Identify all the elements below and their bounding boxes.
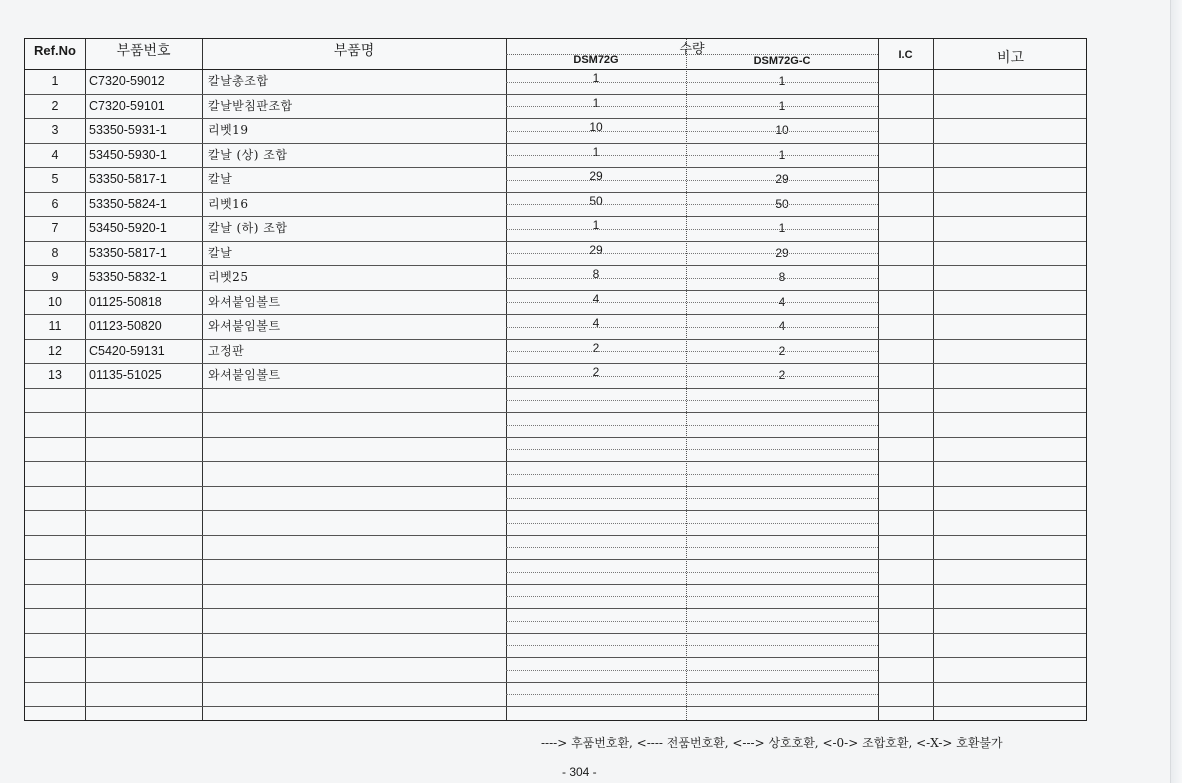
qty-dsm72g-c-cell: 8 (778, 270, 786, 284)
row-divider (25, 241, 1086, 242)
part-number-cell: C5420-59131 (89, 343, 165, 358)
quantity-guide-line (506, 229, 878, 230)
part-number-cell: 01125-50818 (89, 294, 162, 309)
quantity-guide-line (506, 155, 878, 156)
row-divider (25, 412, 1086, 413)
quantity-guide-line (506, 106, 878, 107)
ref-no-cell: 5 (51, 172, 59, 186)
quantity-guide-line (506, 645, 878, 646)
header-part-name: 부품명 (333, 43, 375, 59)
part-number-cell: 53350-5817-1 (89, 245, 167, 260)
qty-dsm72g-c-cell: 1 (778, 74, 786, 88)
part-name-cell: 와셔붙임볼트 (208, 368, 281, 382)
row-divider (25, 657, 1086, 658)
ref-no-cell: 13 (48, 368, 62, 382)
interchangeability-legend: ----> 후품번호환, <---- 전품번호환, <---> 상호호환, <-0-> 조합호환, <-X-> 호환불가 (541, 736, 1003, 750)
qty-dsm72g-cell: 29 (589, 242, 603, 257)
quantity-guide-line (506, 523, 878, 524)
qty-dsm72g-cell: 2 (592, 340, 600, 355)
quantity-guide-line (506, 670, 878, 671)
part-number-cell: 53450-5920-1 (89, 221, 167, 235)
qty-dsm72g-cell: 4 (592, 291, 600, 306)
quantity-guide-line (506, 449, 878, 450)
part-number-cell: 53350-5824-1 (89, 196, 167, 211)
row-divider (25, 633, 1086, 634)
ref-no-cell: 3 (51, 123, 59, 137)
qty-dsm72g-c-cell: 1 (778, 221, 786, 235)
quantity-guide-line (506, 572, 878, 573)
row-divider (25, 706, 1086, 707)
quantity-guide-line (506, 131, 878, 132)
row-divider (25, 584, 1086, 585)
qty-dsm72g-c-cell: 2 (778, 343, 786, 358)
col-divider (933, 39, 934, 720)
quantity-guide-line (506, 547, 878, 548)
part-number-cell: C7320-59101 (89, 98, 165, 113)
quantity-guide-line (506, 621, 878, 622)
part-name-cell: 리벳16 (208, 196, 249, 211)
quantity-guide-line (506, 253, 878, 254)
ref-no-cell: 9 (51, 270, 59, 284)
ref-no-cell: 12 (48, 343, 62, 358)
row-divider (25, 339, 1086, 340)
quantity-guide-line (506, 302, 878, 303)
header-model-dsm72g: DSM72G (573, 54, 619, 66)
qty-dsm72g-cell: 10 (589, 120, 603, 134)
ref-no-cell: 4 (51, 147, 59, 162)
part-name-cell: 칼날받침판조합 (208, 98, 293, 113)
quantity-guide-line (506, 498, 878, 499)
row-divider (25, 363, 1086, 364)
ref-no-cell: 11 (48, 319, 62, 333)
qty-dsm72g-cell: 2 (592, 365, 600, 379)
part-name-cell: 리벳19 (208, 123, 249, 137)
qty-dsm72g-cell: 4 (592, 316, 600, 330)
qty-dsm72g-c-cell: 4 (778, 319, 786, 333)
header-ic: I.C (898, 49, 913, 61)
qty-dsm72g-cell: 8 (592, 267, 600, 281)
row-divider (25, 559, 1086, 560)
row-divider (25, 682, 1086, 683)
quantity-guide-line (506, 474, 878, 475)
qty-dsm72g-c-cell: 1 (778, 98, 786, 113)
quantity-guide-line (506, 425, 878, 426)
qty-dsm72g-cell: 1 (592, 218, 600, 232)
part-number-cell: 53350-5817-1 (89, 172, 167, 186)
row-divider (25, 608, 1086, 609)
quantity-guide-line (506, 400, 878, 401)
part-name-cell: 칼날 (하) 조합 (208, 221, 288, 235)
quantity-guide-line (506, 694, 878, 695)
part-number-cell: 53450-5930-1 (89, 147, 167, 162)
part-number-cell: C7320-59012 (89, 74, 165, 88)
row-divider (25, 290, 1086, 291)
part-name-cell: 리벳25 (208, 270, 249, 284)
quantity-guide-line (506, 180, 878, 181)
header-ref-no: Ref.No (34, 43, 76, 58)
ref-no-cell: 1 (51, 74, 59, 88)
qty-dsm72g-c-cell: 10 (775, 123, 789, 137)
col-divider (506, 39, 507, 720)
row-divider (25, 535, 1086, 536)
qty-dsm72g-c-cell: 2 (778, 368, 786, 382)
qty-dsm72g-cell: 50 (589, 193, 603, 208)
ref-no-cell: 2 (51, 98, 59, 113)
row-divider (25, 486, 1086, 487)
part-number-cell: 01135-51025 (89, 368, 162, 382)
col-divider (202, 39, 203, 720)
qty-dsm72g-cell: 1 (592, 95, 600, 110)
part-number-cell: 53350-5931-1 (89, 123, 167, 137)
quantity-guide-line (506, 204, 878, 205)
row-divider (25, 118, 1086, 119)
qty-dsm72g-cell: 29 (589, 169, 603, 183)
row-divider (25, 265, 1086, 266)
part-number-cell: 53350-5832-1 (89, 270, 167, 284)
part-name-cell: 칼날 (208, 172, 233, 186)
row-divider (25, 143, 1086, 144)
qty-dsm72g-c-cell: 29 (775, 245, 789, 260)
col-divider (878, 39, 879, 720)
part-name-cell: 와셔붙임볼트 (208, 294, 281, 309)
ref-no-cell: 10 (48, 294, 62, 309)
part-name-cell: 칼날 (208, 245, 233, 260)
row-divider (25, 437, 1086, 438)
part-name-cell: 칼날 (상) 조합 (208, 147, 288, 162)
header-quantity: 수량 (679, 42, 705, 57)
header-divider (25, 69, 1086, 70)
row-divider (25, 314, 1086, 315)
row-divider (25, 192, 1086, 193)
quantity-guide-line (506, 376, 878, 377)
qty-dsm72g-c-cell: 50 (775, 196, 789, 211)
parts-table (24, 38, 1087, 721)
quantity-guide-line (506, 596, 878, 597)
row-divider (25, 388, 1086, 389)
ref-no-cell: 7 (51, 221, 59, 235)
part-number-cell: 01123-50820 (89, 319, 162, 333)
part-name-cell: 칼날총조합 (208, 74, 269, 88)
row-divider (25, 167, 1086, 168)
quantity-guide-line (506, 351, 878, 352)
part-name-cell: 와셔붙임볼트 (208, 319, 281, 333)
header-part-number: 부품번호 (116, 43, 171, 59)
row-divider (25, 216, 1086, 217)
qty-dsm72g-c-cell: 1 (778, 147, 786, 162)
qty-dsm72g-c-cell: 4 (778, 294, 786, 309)
qty-dsm72g-cell: 1 (592, 144, 600, 159)
qty-dsm72g-cell: 1 (592, 71, 600, 85)
row-divider (25, 94, 1086, 95)
row-divider (25, 510, 1086, 511)
qty-dsm72g-c-cell: 29 (775, 172, 789, 186)
page-number: - 304 - (562, 765, 597, 779)
quantity-guide-line (506, 82, 878, 83)
col-divider (85, 39, 86, 720)
row-divider (25, 461, 1086, 462)
header-model-dsm72g-c: DSM72G-C (753, 55, 811, 67)
part-name-cell: 고정판 (208, 343, 245, 358)
ref-no-cell: 8 (51, 245, 59, 260)
header-remarks: 비고 (996, 50, 1025, 66)
page-edge (1170, 0, 1182, 783)
quantity-guide-line (506, 278, 878, 279)
ref-no-cell: 6 (51, 196, 59, 211)
quantity-guide-line (506, 327, 878, 328)
